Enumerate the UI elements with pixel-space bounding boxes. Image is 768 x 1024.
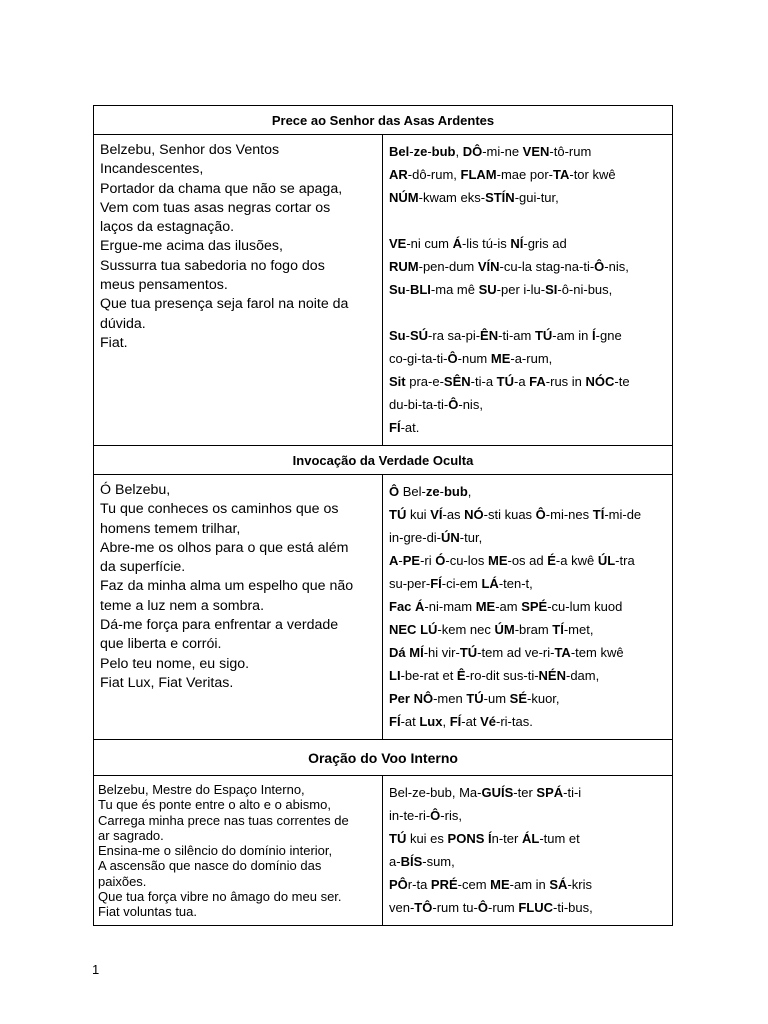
stressed-syllable: ME: [475, 599, 496, 614]
stressed-syllable: NÓ: [464, 507, 484, 522]
stressed-syllable: Sit: [389, 374, 406, 389]
verse-line: Belzebu, Mestre do Espaço Interno,: [98, 782, 305, 797]
stressed-syllable: DÔ: [462, 144, 483, 159]
verse-line: meus pensamentos.: [100, 277, 228, 294]
syllable-text: -: [439, 484, 444, 499]
stressed-syllable: AR: [389, 167, 408, 182]
syllable-text: -lis tú-is: [461, 236, 511, 251]
stressed-syllable: ÚN: [441, 530, 460, 545]
syllable-text: -: [405, 282, 410, 297]
verse-line: Que tua presença seja farol na noite da: [100, 296, 349, 313]
verse-line: Incandescentes,: [100, 161, 204, 178]
syllable-text: kui es: [406, 831, 448, 846]
syllable-text: -as: [442, 507, 465, 522]
syllable-text: -am in: [552, 328, 593, 343]
stressed-syllable: SÊN: [443, 374, 471, 389]
syllable-text: -: [427, 144, 432, 159]
verse-line: laços da estagnação.: [100, 219, 235, 236]
syllable-text: ,: [442, 714, 450, 729]
pronunciation-line: [389, 324, 666, 347]
syllable-text: -ni cum: [406, 236, 453, 251]
syllable-text: Bel-ze-bub, Ma-: [389, 785, 482, 800]
syllable-text: -men: [433, 691, 467, 706]
stressed-syllable: FA: [529, 374, 546, 389]
syllable-text: -a kwê: [555, 553, 598, 568]
pronunciation-line: [389, 618, 666, 641]
pronunciation-line: [389, 140, 666, 163]
section-body-row: [94, 135, 673, 446]
pronunciation-line: [389, 526, 666, 549]
syllable-text: -pen-dum: [418, 259, 478, 274]
stressed-syllable: Á: [415, 599, 425, 614]
stressed-syllable: VÍ: [430, 507, 443, 522]
portuguese-text: [94, 135, 383, 446]
pronunciation-line: [389, 186, 666, 209]
stressed-syllable: MÍ: [409, 645, 424, 660]
stressed-syllable: Ô: [389, 484, 400, 499]
syllable-text: -tum et: [539, 831, 580, 846]
verse-line: ar sagrado.: [98, 827, 164, 843]
syllable-text: -kem nec: [437, 622, 495, 637]
syllable-text: ,: [455, 144, 463, 159]
stressed-syllable: Per: [389, 691, 410, 706]
syllable-text: -sum,: [422, 854, 455, 869]
stressed-syllable: Ê: [456, 668, 466, 683]
verse-line: Belzebu, Senhor dos Ventos: [100, 142, 280, 158]
stressed-syllable: BLI: [409, 282, 431, 297]
syllable-text: Bel-: [399, 484, 426, 499]
stressed-syllable: SÁ: [549, 877, 568, 892]
latin-pronunciation-text: [383, 776, 673, 926]
section-title-row: [94, 446, 673, 475]
syllable-text: su-per-: [389, 576, 431, 591]
stressed-syllable: bub: [443, 484, 468, 499]
stressed-syllable: FLUC: [518, 900, 553, 915]
syllable-text: -: [409, 144, 414, 159]
stressed-syllable: SPÉ: [521, 599, 548, 614]
syllable-text: -at.: [400, 420, 420, 435]
stressed-syllable: ME: [490, 877, 510, 892]
stressed-syllable: ze: [425, 484, 440, 499]
syllable-text: -tem kwê: [570, 645, 624, 660]
syllable-text: -gui-tur,: [514, 190, 559, 205]
verse-line: Faz da minha alma um espelho que não: [100, 578, 354, 595]
syllable-text: -per i-lu-: [496, 282, 546, 297]
syllable-text: -ô-ni-bus,: [557, 282, 613, 297]
syllable-text: -cem: [457, 877, 491, 892]
syllable-text: -ten-t,: [498, 576, 533, 591]
syllable-text: -hi vir-: [423, 645, 460, 660]
syllable-text: -tur,: [459, 530, 483, 545]
stressed-syllable: Dá: [389, 645, 406, 660]
syllable-text: -cu-los: [445, 553, 488, 568]
pronunciation-line: [389, 255, 666, 278]
stressed-syllable: TÚ: [466, 691, 484, 706]
verse-line: homens temem trilhar,: [100, 520, 241, 537]
syllable-text: -nis,: [458, 397, 483, 412]
syllable-text: -tra: [615, 553, 635, 568]
pronunciation-line: [389, 480, 666, 503]
syllable-text: r-ta: [407, 877, 431, 892]
latin-pronunciation-text: [383, 475, 673, 740]
stressed-syllable: PÔ: [389, 877, 408, 892]
syllable-text: -rum: [487, 900, 519, 915]
pronunciation-line: [389, 873, 666, 896]
section-body-row: [94, 776, 673, 926]
syllable-text: -gne: [595, 328, 622, 343]
pronunciation-line: [389, 896, 666, 919]
stressed-syllable: RUM: [389, 259, 419, 274]
verse-line: Portador da chama que não se apaga,: [100, 180, 343, 197]
syllable-text: -os ad: [507, 553, 548, 568]
syllable-text: -mae por-: [496, 167, 553, 182]
verse-line: Dá-me força para enfrentar a verdade: [100, 617, 339, 634]
syllable-text: -ri-tas.: [495, 714, 533, 729]
syllable-text: du-bi-ta-ti-: [389, 397, 449, 412]
stressed-syllable: TÔ: [414, 900, 433, 915]
stressed-syllable: Í: [592, 328, 596, 343]
stressed-syllable: SÚ: [409, 328, 429, 343]
pronunciation-line: [389, 347, 666, 370]
syllable-text: -tor kwê: [569, 167, 616, 182]
syllable-text: -bram: [514, 622, 553, 637]
verse-line: Tu que és ponte entre o alto e o abismo,: [98, 797, 331, 813]
stressed-syllable: Ô: [535, 507, 546, 522]
syllable-text: -kwam eks-: [418, 190, 486, 205]
pronunciation-line: [389, 163, 666, 186]
section-title-row: [94, 740, 673, 776]
syllable-text: -mi-ne: [482, 144, 523, 159]
stressed-syllable: LI: [389, 668, 401, 683]
stressed-syllable: TÚ: [534, 328, 553, 343]
pronunciation-line: [389, 595, 666, 618]
stressed-syllable: TÚ: [459, 645, 478, 660]
verse-line: Abre-me os olhos para o que está além: [100, 539, 349, 556]
syllable-text: pra-e-: [405, 374, 444, 389]
stressed-syllable: VEN: [522, 144, 550, 159]
stressed-syllable: Su: [389, 282, 406, 297]
section-body-row: [94, 475, 673, 740]
verse-line: Ensina-me o silêncio do domínio interior,: [98, 843, 333, 859]
syllable-text: in-te-ri-: [389, 808, 431, 823]
stressed-syllable: ÚM: [494, 622, 515, 637]
syllable-text: -tem ad ve-ri-: [477, 645, 555, 660]
syllable-text: -ti-a: [470, 374, 497, 389]
stressed-syllable: Ô: [447, 351, 458, 366]
syllable-text: ven-: [389, 900, 415, 915]
syllable-text: -at: [461, 714, 481, 729]
syllable-text: -te: [614, 374, 630, 389]
stanza-gap: [389, 301, 666, 324]
syllable-text: -ni-mam: [424, 599, 476, 614]
verse-line: Fiat.: [100, 334, 128, 351]
stressed-syllable: TA: [554, 645, 571, 660]
stressed-syllable: NÍ: [510, 236, 524, 251]
stressed-syllable: SPÁ: [536, 785, 564, 800]
stressed-syllable: Su: [389, 328, 406, 343]
stressed-syllable: Bel: [389, 144, 410, 159]
syllable-text: -mi-de: [604, 507, 642, 522]
verse-line: Pelo teu nome, eu sigo.: [100, 655, 250, 672]
syllable-text: -ter: [513, 785, 537, 800]
syllable-text: -ti-am: [498, 328, 535, 343]
stressed-syllable: SÉ: [509, 691, 528, 706]
stressed-syllable: BÍS: [400, 854, 423, 869]
syllable-text: -: [398, 553, 403, 568]
stressed-syllable: NÉN: [538, 668, 566, 683]
pronunciation-line: [389, 687, 666, 710]
stressed-syllable: ÚL: [597, 553, 616, 568]
syllable-text: -kuor,: [527, 691, 560, 706]
syllable-text: -at: [400, 714, 420, 729]
stressed-syllable: Í: [488, 831, 492, 846]
page-number: 1: [92, 962, 100, 977]
stressed-syllable: STÍN: [485, 190, 515, 205]
stressed-syllable: LÁ: [481, 576, 499, 591]
syllable-text: -be-rat et: [400, 668, 457, 683]
syllable-text: -um: [483, 691, 510, 706]
syllable-text: -num: [457, 351, 491, 366]
syllable-text: co-gi-ta-ti-: [389, 351, 448, 366]
stressed-syllable: bub: [431, 144, 456, 159]
stressed-syllable: TÚ: [389, 507, 407, 522]
pronunciation-line: [389, 503, 666, 526]
syllable-text: -gris ad: [523, 236, 567, 251]
stressed-syllable: NEC: [389, 622, 417, 637]
stressed-syllable: PE: [402, 553, 421, 568]
stressed-syllable: VE: [389, 236, 407, 251]
syllable-text: n-ter: [491, 831, 522, 846]
verse-line: Vem com tuas asas negras cortar os: [100, 199, 331, 216]
verse-line: da superfície.: [100, 559, 186, 576]
stressed-syllable: LÚ: [420, 622, 438, 637]
stressed-syllable: SI: [545, 282, 558, 297]
syllable-text: -met,: [563, 622, 594, 637]
stressed-syllable: Vé: [480, 714, 496, 729]
syllable-text: -ti-bus,: [553, 900, 593, 915]
stressed-syllable: ME: [488, 553, 508, 568]
syllable-text: -ro-dit sus-ti-: [465, 668, 539, 683]
stressed-syllable: Á: [452, 236, 462, 251]
verse-line: dúvida.: [100, 315, 146, 332]
section-title: Invocação da Verdade Oculta: [94, 446, 673, 475]
stressed-syllable: FÍ: [449, 714, 462, 729]
stanza-gap: [389, 209, 666, 232]
pronunciation-line: [389, 393, 666, 416]
section-title: Prece ao Senhor das Asas Ardentes: [94, 106, 673, 135]
syllable-text: -ris,: [440, 808, 462, 823]
syllable-text: -tô-rum: [549, 144, 592, 159]
pronunciation-line: [389, 827, 666, 850]
syllable-text: -ri: [420, 553, 436, 568]
verse-line: paixões.: [98, 873, 147, 889]
syllable-text: -sti kuas: [483, 507, 536, 522]
syllable-text: -nis,: [604, 259, 629, 274]
verse-line: Erguе-me acima das ilusões,: [100, 238, 283, 255]
section-title-row: [94, 106, 673, 135]
syllable-text: -am in: [509, 877, 550, 892]
stressed-syllable: ÊN: [480, 328, 499, 343]
syllable-text: -rum tu-: [432, 900, 478, 915]
stressed-syllable: ME: [490, 351, 511, 366]
stressed-syllable: TÚ: [389, 831, 407, 846]
stressed-syllable: SU: [478, 282, 497, 297]
stressed-syllable: FÍ: [389, 714, 401, 729]
stressed-syllable: PRÉ: [430, 877, 458, 892]
syllable-text: -cu-lum kuod: [547, 599, 623, 614]
pronunciation-line: [389, 710, 666, 733]
stressed-syllable: GUÍS: [481, 785, 514, 800]
verse-line: teme a luz nem a sombra.: [100, 597, 265, 614]
pronunciation-line: [389, 850, 666, 873]
stressed-syllable: Ô: [594, 259, 605, 274]
pronunciation-line: [389, 804, 666, 827]
verse-line: Tu que conheces os caminhos que os: [100, 501, 339, 518]
pronunciation-line: [389, 664, 666, 687]
stressed-syllable: ze: [413, 144, 428, 159]
stressed-syllable: A: [389, 553, 399, 568]
stressed-syllable: FÍ: [389, 420, 401, 435]
syllable-text: -: [405, 328, 410, 343]
pronunciation-line: [389, 572, 666, 595]
portuguese-text: [94, 475, 383, 740]
syllable-text: -mi-nes: [545, 507, 593, 522]
stressed-syllable: Ó: [435, 553, 446, 568]
verse-line: Sussurra tua sabedoria no fogo dos: [100, 257, 325, 274]
pronunciation-line: [389, 278, 666, 301]
stressed-syllable: TÚ: [496, 374, 514, 389]
pronunciation-line: [389, 781, 666, 804]
pronunciation-line: [389, 416, 666, 439]
verse-line: Ó Belzebu,: [100, 482, 171, 498]
stressed-syllable: TÍ: [552, 622, 564, 637]
syllable-text: -a-rum,: [510, 351, 553, 366]
stressed-syllable: NÚM: [389, 190, 419, 205]
verse-line: Carrega minha prece nas tuas correntes de: [98, 812, 349, 828]
syllable-text: a-: [389, 854, 401, 869]
syllable-text: ,: [467, 484, 472, 499]
verse-line: A ascensão que nasce do domínio das: [98, 858, 322, 874]
stressed-syllable: FLAM: [460, 167, 497, 182]
pronunciation-line: [389, 549, 666, 572]
stressed-syllable: É: [547, 553, 556, 568]
stressed-syllable: Lux: [419, 714, 443, 729]
syllable-text: -am: [495, 599, 522, 614]
stressed-syllable: ÁL: [521, 831, 540, 846]
stressed-syllable: Fac: [389, 599, 412, 614]
stressed-syllable: TÍ: [592, 507, 605, 522]
stressed-syllable: TA: [552, 167, 570, 182]
pronunciation-line: [389, 232, 666, 255]
syllable-text: -dam,: [566, 668, 600, 683]
stressed-syllable: Ô: [448, 397, 459, 412]
syllable-text: -cu-la stag-na-ti-: [499, 259, 595, 274]
syllable-text: -ci-em: [441, 576, 482, 591]
syllable-text: kui: [406, 507, 431, 522]
syllable-text: -kris: [567, 877, 592, 892]
syllable-text: -ti-i: [563, 785, 582, 800]
verse-line: Fiat voluntas tua.: [98, 904, 197, 920]
portuguese-text: [94, 776, 383, 926]
pronunciation-line: [389, 641, 666, 664]
stressed-syllable: NÔ: [413, 691, 434, 706]
stressed-syllable: Ô: [430, 808, 441, 823]
verse-line: Fiat Lux, Fiat Veritas.: [100, 674, 234, 691]
verse-line: que liberta e corrói.: [100, 636, 222, 653]
stressed-syllable: FÍ: [430, 576, 442, 591]
verse-line: Que tua força vibre no âmago do meu ser.: [98, 889, 342, 905]
syllable-text: -dô-rum,: [407, 167, 461, 182]
prayer-table: [93, 105, 673, 926]
syllable-text: -ma mê: [430, 282, 479, 297]
syllable-text: -rus in: [545, 374, 586, 389]
pronunciation-line: [389, 370, 666, 393]
stressed-syllable: NÓC: [585, 374, 615, 389]
stressed-syllable: VÍN: [477, 259, 500, 274]
syllable-text: -ra sa-pi-: [428, 328, 481, 343]
stressed-syllable: Ô: [477, 900, 488, 915]
latin-pronunciation-text: [383, 135, 673, 446]
section-title: Oração do Voo Interno: [94, 740, 673, 776]
syllable-text: in-gre-di-: [389, 530, 442, 545]
syllable-text: -a: [514, 374, 530, 389]
stressed-syllable: PONS: [447, 831, 485, 846]
